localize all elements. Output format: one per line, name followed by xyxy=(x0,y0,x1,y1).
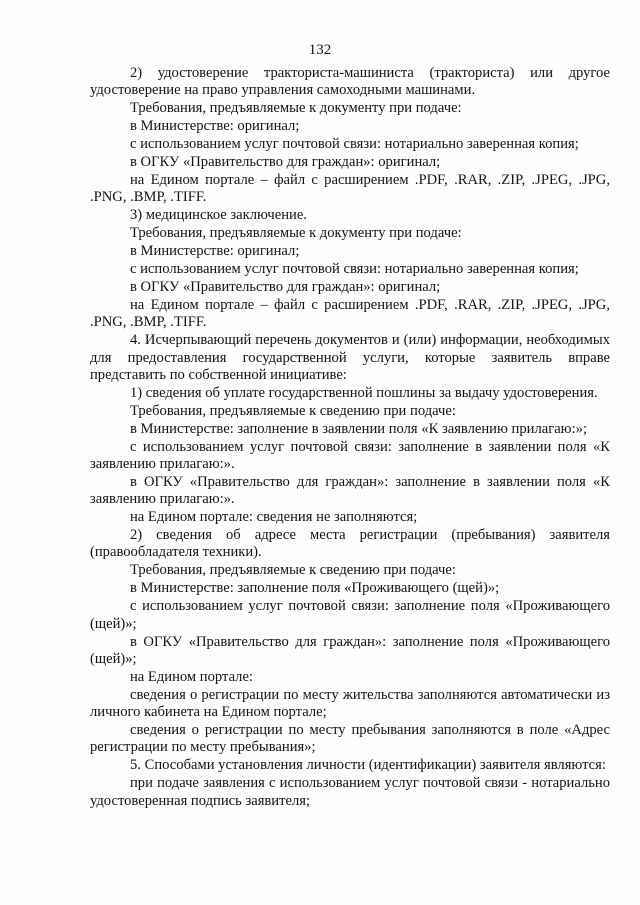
paragraph: Требования, предъявляемые к документу при подаче: xyxy=(130,225,462,242)
paragraph: на Едином портале – файл с расширением .PDF, .RAR, .ZIP, .JPEG, .JPG, .PNG, .BMP, .TIFF. xyxy=(90,171,610,206)
paragraph: Требования, предъявляемые к сведению при подаче: xyxy=(130,562,456,579)
paragraph: в Министерстве: заполнение поля «Проживающего (щей)»; xyxy=(130,580,500,597)
paragraph: в ОГКУ «Правительство для граждан»: оригинал; xyxy=(130,278,441,295)
paragraph: 2) сведения об адресе места регистрации (пребывания) заявителя (правообладателя техники). xyxy=(90,527,610,561)
paragraph: в Министерстве: оригинал; xyxy=(130,243,300,260)
document-body xyxy=(90,65,610,810)
paragraph: с использованием услуг почтовой связи: нотариально заверенная копия; xyxy=(130,260,579,277)
paragraph: Требования, предъявляемые к документу при подаче: xyxy=(130,100,462,117)
paragraph: в Министерстве: оригинал; xyxy=(130,118,300,135)
paragraph: 3) медицинское заключение. xyxy=(130,207,307,224)
page-number: 132 xyxy=(308,42,332,58)
paragraph: 4. Исчерпывающий перечень документов и (или) информации, необходимых для предоставления государственной услуги, которые заявитель вправе представить по собственной инициативе: xyxy=(90,332,610,383)
paragraph: сведения о регистрации по месту жительства заполняются автоматически из личного кабинета на Едином портале; xyxy=(90,686,610,721)
paragraph: 2) удостоверение тракториста-машиниста (тракториста) или другое удостоверение на право управления самоходными машинами. xyxy=(90,65,610,99)
paragraph: на Едином портале: xyxy=(130,668,253,685)
paragraph: с использованием услуг почтовой связи: нотариально заверенная копия; xyxy=(130,136,579,153)
paragraph: с использованием услуг почтовой связи: заполнение поля «Проживающего (щей)»; xyxy=(90,598,610,632)
paragraph: при подаче заявления с использованием услуг почтовой связи - нотариально удостоверенная подпись заявителя; xyxy=(90,775,610,809)
paragraph: в Министерстве: заполнение в заявлении поля «К заявлению прилагаю:»; xyxy=(130,420,587,437)
paragraph: 5. Способами установления личности (идентификации) заявителя являются: xyxy=(130,757,606,774)
paragraph: 1) сведения об уплате государственной пошлины за выдачу удостоверения. xyxy=(130,384,598,401)
paragraph: на Едином портале – файл с расширением .PDF, .RAR, .ZIP, .JPEG, .JPG, .PNG, .BMP, .TIFF. xyxy=(90,296,610,331)
paragraph: в ОГКУ «Правительство для граждан»: оригинал; xyxy=(130,154,441,171)
paragraph: на Едином портале: сведения не заполняются; xyxy=(130,509,418,526)
paragraph: в ОГКУ «Правительство для граждан»: заполнение поля «Проживающего (щей)»; xyxy=(90,633,610,667)
paragraph: Требования, предъявляемые к сведению при подаче: xyxy=(130,402,456,419)
paragraph: сведения о регистрации по месту пребывания заполняются в поле «Адрес регистрации по месту пребывания»; xyxy=(90,722,610,756)
paragraph: с использованием услуг почтовой связи: заполнение в заявлении поля «К заявлению прилагаю:». xyxy=(90,438,610,472)
paragraph: в ОГКУ «Правительство для граждан»: заполнение в заявлении поля «К заявлению прилагаю:». xyxy=(90,473,610,508)
